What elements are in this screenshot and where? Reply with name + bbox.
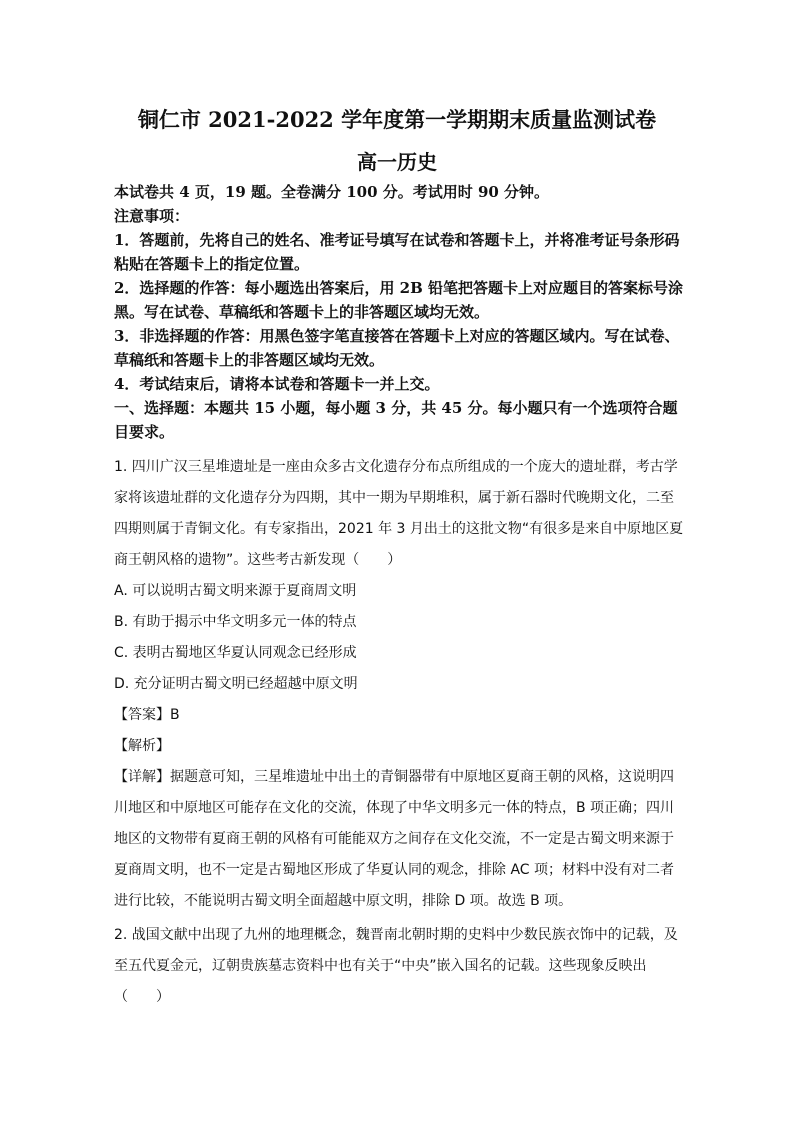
notice-item-4: 4．考试结束后，请将本试卷和答题卡一并上交。 [114,375,440,393]
notice-item-2: 2．选择题的作答：每小题选出答案后，用 2B 铅笔把答题卡上对应题目的答案标号涂黑。写在试卷、草稿纸和答题卡上的非答题区域均无效。 [114,279,684,321]
exam-title: 铜仁市 2021-2022 学年度第一学期期末质量监测试卷 [137,107,657,132]
q1-option-d: D. 充分证明古蜀文明已经超越中原文明 [114,676,358,692]
question-1 [114,452,684,917]
exam-subject: 高一历史 [357,150,437,174]
q1-option-c: C. 表明古蜀地区华夏认同观念已经形成 [114,645,357,661]
q1-stem: 1. 四川广汉三星堆遗址是一座由众多古文化遗存分布点所组成的一个庞大的遗址群，考古学家将该遗址群的文化遗存分为四期，其中一期为早期堆积，属于新石器时代晚期文化，二至四期则属于青铜文化。有专家指出，2021 年 3 月出土的这批文物“有很多是来自中原地区夏商王朝风格的遗物”。这些考古新发现（ ） [114,459,684,568]
notice-item-3: 3．非选择题的作答：用黑色签字笔直接答在答题卡上对应的答题区域内。写在试卷、草稿纸和答题卡上的非答题区域均无效。 [114,327,680,369]
q1-option-b: B. 有助于揭示中华文明多元一体的特点 [114,614,357,630]
question-2 [114,920,684,1013]
notice-item-1: 1．答题前，先将自己的姓名、准考证号填写在试卷和答题卡上，并将准考证号条形码粘贴在答题卡上的指定位置。 [114,231,680,273]
q1-analysis-label: 【解析】 [114,738,170,754]
notice-heading: 注意事项： [114,207,190,225]
exam-notice [114,180,684,444]
q1-option-a: A. 可以说明古蜀文明来源于夏商周文明 [114,583,357,599]
notice-intro: 本试卷共 4 页，19 题。全卷满分 100 分。考试用时 90 分钟。 [114,183,550,201]
section-heading: 一、选择题：本题共 15 小题，每小题 3 分，共 45 分。每小题只有一个选项符合题目要求。 [114,399,678,441]
q2-stem: 2. 战国文献中出现了九州的地理概念，魏晋南北朝时期的史料中少数民族衣饰中的记载，及至五代夏金元，辽朝贵族墓志资料中也有关于“中央”嵌入国名的记载。这些现象反映出（ ） [114,927,678,1005]
q1-detail: 【详解】据题意可知，三星堆遗址中出土的青铜器带有中原地区夏商王朝的风格，这说明四川地区和中原地区可能存在文化的交流，体现了中华文明多元一体的特点，B 项正确；四川地区的文物带有夏商王朝的风格有可能能双方之间存在文化交流，不一定是古蜀文明来源于夏商周文明，也不一定是古蜀地区形成了华夏认同的观念，排除 AC 项；材料中没有对二者进行比较，不能说明古蜀文明全面超越中原文明，排除 D 项。故选 B 项。 [114,769,675,909]
q1-answer: 【答案】B [114,707,180,723]
